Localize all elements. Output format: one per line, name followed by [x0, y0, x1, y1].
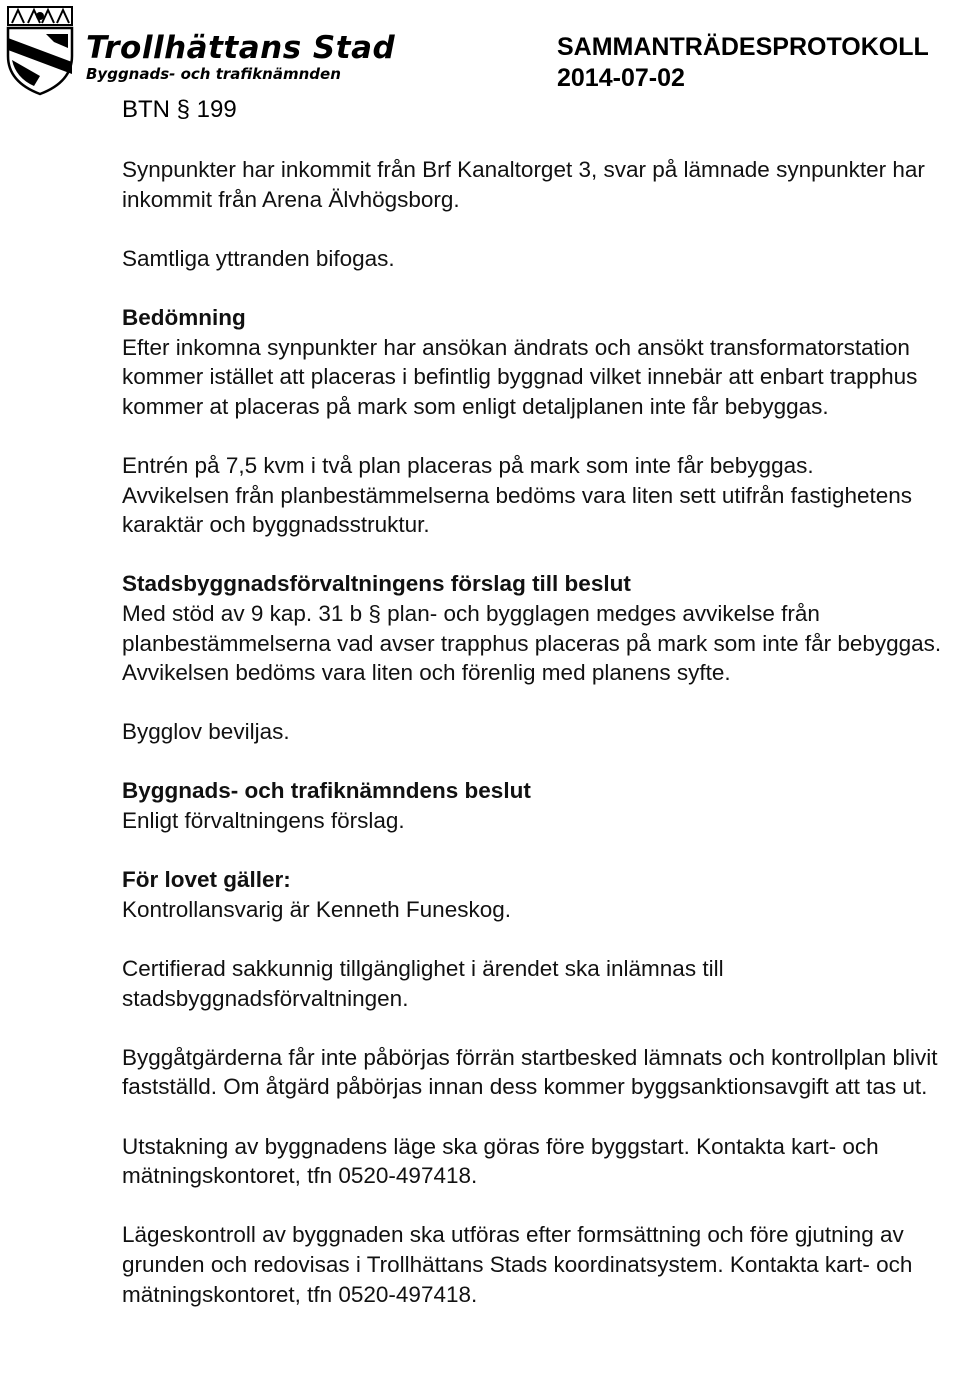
section-bedomning: [122, 303, 952, 421]
document-type: SAMMANTRÄDESPROTOKOLL: [557, 33, 929, 61]
protocol-body: [122, 155, 952, 1309]
heading-bedomning: Bedömning: [122, 304, 246, 330]
paragraph-certifierad: Certifierad sakkunnig tillgänglighet i ärendet ska inlämnas till stadsbyggnadsförvaltningen.: [122, 956, 724, 1011]
section-beslut: [122, 776, 952, 835]
paragraph-byggatgarder: Byggåtgärderna får inte påbörjas förrän startbesked lämnats och kontrollplan blivit fastställd. Om åtgärd påbörjas innan dess kommer byggsanktionsavgift att tas ut.: [122, 1044, 938, 1100]
entre-text: Entrén på 7,5 kvm i två plan placeras på mark som inte får bebyggas.: [122, 452, 814, 478]
heading-beslut: Byggnads- och trafiknämndens beslut: [122, 778, 531, 804]
heading-lovet: För lovet gäller:: [122, 867, 291, 893]
paragraph-lageskontroll: Lägeskontroll av byggnaden ska utföras efter formsättning och före gjutning av grunden och redovisas i Trollhättans Stads koordinatsystem. Kontakta kart- och mätningskontoret, tfn 0520-497418.: [122, 1222, 913, 1307]
document-header: [0, 0, 960, 130]
avvikelse-text: Avvikelsen från planbestämmelserna bedöms vara liten sett utifrån fastighetens karaktär och byggnadsstruktur.: [122, 482, 913, 538]
beslut-text: Enligt förvaltningens förslag.: [122, 808, 405, 834]
section-forslag: [122, 569, 952, 687]
paragraph-utstakning: Utstakning av byggnadens läge ska göras före byggstart. Kontakta kart- och mätningskontoret, tfn 0520-497418.: [122, 1133, 879, 1189]
forslag-text: Med stöd av 9 kap. 31 b § plan- och bygglagen medges avvikelse från planbestämmelserna vad avser trapphus placeras på mark som inte får bebyggas. Avvikelsen bedöms vara liten och förenlig med planens syfte.: [122, 600, 942, 686]
document-date: 2014-07-02: [557, 64, 685, 92]
coat-of-arms-icon: [2, 4, 78, 96]
paragraph-synpunkter: Synpunkter har inkommit från Brf Kanaltorget 3, svar på lämnade synpunkter har inkommit från Arena Älvhögsborg.: [122, 157, 925, 212]
lovet-text: Kontrollansvarig är Kenneth Funeskog.: [122, 896, 511, 922]
organization-name: Trollhättans Stad: [86, 30, 396, 66]
committee-name: Byggnads- och trafiknämnden: [86, 65, 341, 83]
heading-forslag: Stadsbyggnadsförvaltningens förslag till beslut: [122, 571, 631, 597]
paragraph-bygglov: Bygglov beviljas.: [122, 719, 290, 745]
case-reference: BTN § 199: [122, 96, 237, 123]
paragraph-yttranden: Samtliga yttranden bifogas.: [122, 245, 395, 271]
section-lovet: [122, 865, 952, 924]
bedomning-text: Efter inkomna synpunkter har ansökan ändrats och ansökt transformatorstation kommer istället att placeras i befintlig byggnad vilket innebär att enbart trapphus kommer at placeras på mark som enligt detaljplanen inte får bebyggas.: [122, 334, 918, 419]
section-entre: [122, 451, 952, 540]
